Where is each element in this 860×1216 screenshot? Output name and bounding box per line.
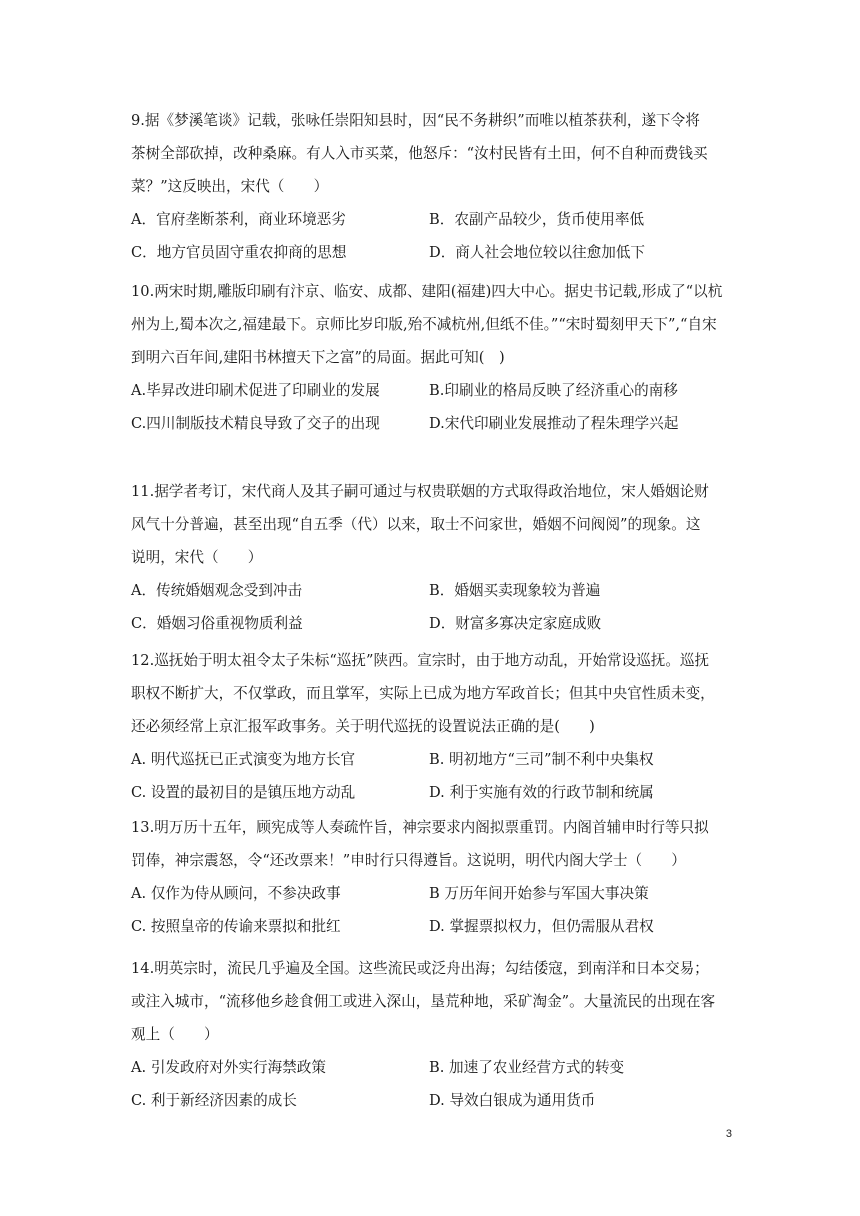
option-a: A. 引发政府对外实行海禁政策: [131, 1059, 326, 1076]
option-d: D. 导效白银成为通用货币: [429, 1092, 596, 1109]
option-c: C.四川制版技术精良导致了交子的出现: [131, 415, 380, 432]
option-a: A.毕昇改进印刷术促进了印刷业的发展: [131, 382, 380, 399]
option-b: B. 明初地方“三司”制不利中央集权: [429, 751, 654, 768]
option-row: [131, 877, 731, 910]
option-d: D. 掌握票拟权力，但仍需服从君权: [429, 918, 654, 935]
question-stem-line: 11.据学者考订，宋代商人及其子嗣可通过与权贵联姻的方式取得政治地位，宋人婚姻论财: [131, 483, 709, 500]
option-b: B 万历年间开始参与军国大事决策: [429, 885, 649, 902]
option-c: C．婚姻习俗重视物质利益: [131, 615, 303, 632]
question-stem-line: 12.巡抚始于明太祖令太子朱标“巡抚”陕西。宣宗时，由于地方动乱，开始常设巡抚。巡抚: [131, 652, 710, 669]
question-stem-line: 9.据《梦溪笔谈》记载，张咏任崇阳知县时，因“民不务耕织”而唯以植茶获利，遂下令将: [131, 112, 700, 129]
question-stem-line: 或注入城市，“流移他乡趁食佣工或进入深山，垦荒种地，采矿淘金”。大量流民的出现在客: [131, 993, 716, 1010]
option-d: D. 利于实施有效的行政节制和统属: [429, 784, 654, 801]
option-a: A．官府垄断茶利，商业环境恶劣: [131, 211, 346, 228]
page-number: 3: [725, 1128, 732, 1140]
question-stem-line: 还必须经常上京汇报军政事务。关于明代巡抚的设置说法正确的是( ): [131, 718, 595, 735]
option-row: [131, 203, 731, 236]
option-d: D．财富多寡决定家庭成败: [429, 615, 602, 632]
question-stem-line: 观上（ ）: [131, 1026, 219, 1043]
question-stem-line: 13.明万历十五年，顾宪成等人奏疏忤旨，神宗要求内阁拟票重罚。内阁首辅申时行等只拟: [131, 819, 709, 836]
option-b: B. 加速了农业经营方式的转变: [429, 1059, 625, 1076]
question-stem-line: 到明六百年间,建阳书林擅天下之富”的局面。据此可知( ): [131, 349, 505, 366]
question-stem-line: 州为上,蜀本次之,福建最下。京师比岁印版,殆不减杭州,但纸不佳。”“宋时蜀刻甲天下”,“自宋: [131, 316, 717, 333]
option-row: [131, 607, 731, 640]
option-b: B．婚姻买卖现象较为普遍: [429, 582, 601, 599]
question-10: [131, 275, 731, 440]
option-c: C. 利于新经济因素的成长: [131, 1092, 297, 1109]
option-c: C．地方官员固守重农抑商的思想: [131, 244, 347, 261]
question-stem-line: 罚俸，神宗震怒，令“还改票来！”申时行只得遵旨。这说明，明代内阁大学士（ ）: [131, 852, 686, 869]
option-b: B．农副产品较少，货币使用率低: [429, 211, 645, 228]
question-12: [131, 644, 731, 809]
option-row: [131, 1051, 731, 1084]
option-row: [131, 776, 731, 809]
question-stem-line: 风气十分普遍，甚至出现“自五季（代）以来，取士不问家世，婚姻不问阀阅”的现象。这: [131, 516, 701, 533]
question-stem-line: 茶树全部砍掉，改种桑麻。有人入市买菜，他怒斥：“汝村民皆有土田，何不自种而费钱买: [131, 145, 708, 162]
option-row: [131, 910, 731, 943]
question-stem-line: 职权不断扩大，不仅掌政，而且掌军，实际上已成为地方军政首长；但其中央官性质未变，: [131, 685, 715, 702]
option-a: A．传统婚姻观念受到冲击: [131, 582, 303, 599]
option-a: A. 明代巡抚已正式演变为地方长官: [131, 751, 356, 768]
option-row: [131, 574, 731, 607]
question-13: [131, 811, 731, 943]
option-d: D．商人社会地位较以往愈加低下: [429, 244, 646, 261]
question-14: [131, 952, 731, 1117]
option-b: B.印刷业的格局反映了经济重心的南移: [429, 382, 678, 399]
question-stem-line: 菜？”这反映出，宋代（ ）: [131, 178, 329, 195]
question-stem-line: 10.两宋时期,雕版印刷有汴京、临安、成都、建阳(福建)四大中心。据史书记载,形成了“以杭: [131, 283, 723, 300]
question-stem-line: 说明，宋代（ ）: [131, 549, 263, 566]
option-row: [131, 1084, 731, 1117]
question-9: [131, 104, 731, 269]
option-row: [131, 374, 731, 407]
option-row: [131, 407, 731, 440]
option-a: A. 仅作为侍从顾问，不参决政事: [131, 885, 341, 902]
option-c: C. 按照皇帝的传谕来票拟和批红: [131, 918, 341, 935]
option-row: [131, 743, 731, 776]
question-stem-line: 14.明英宗时，流民几乎遍及全国。这些流民或泛舟出海；勾结倭寇，到南洋和日本交易；: [131, 960, 709, 977]
option-row: [131, 236, 731, 269]
option-d: D.宋代印刷业发展推动了程朱理学兴起: [429, 415, 679, 432]
option-c: C. 设置的最初目的是镇压地方动乱: [131, 784, 356, 801]
question-11: [131, 475, 731, 640]
